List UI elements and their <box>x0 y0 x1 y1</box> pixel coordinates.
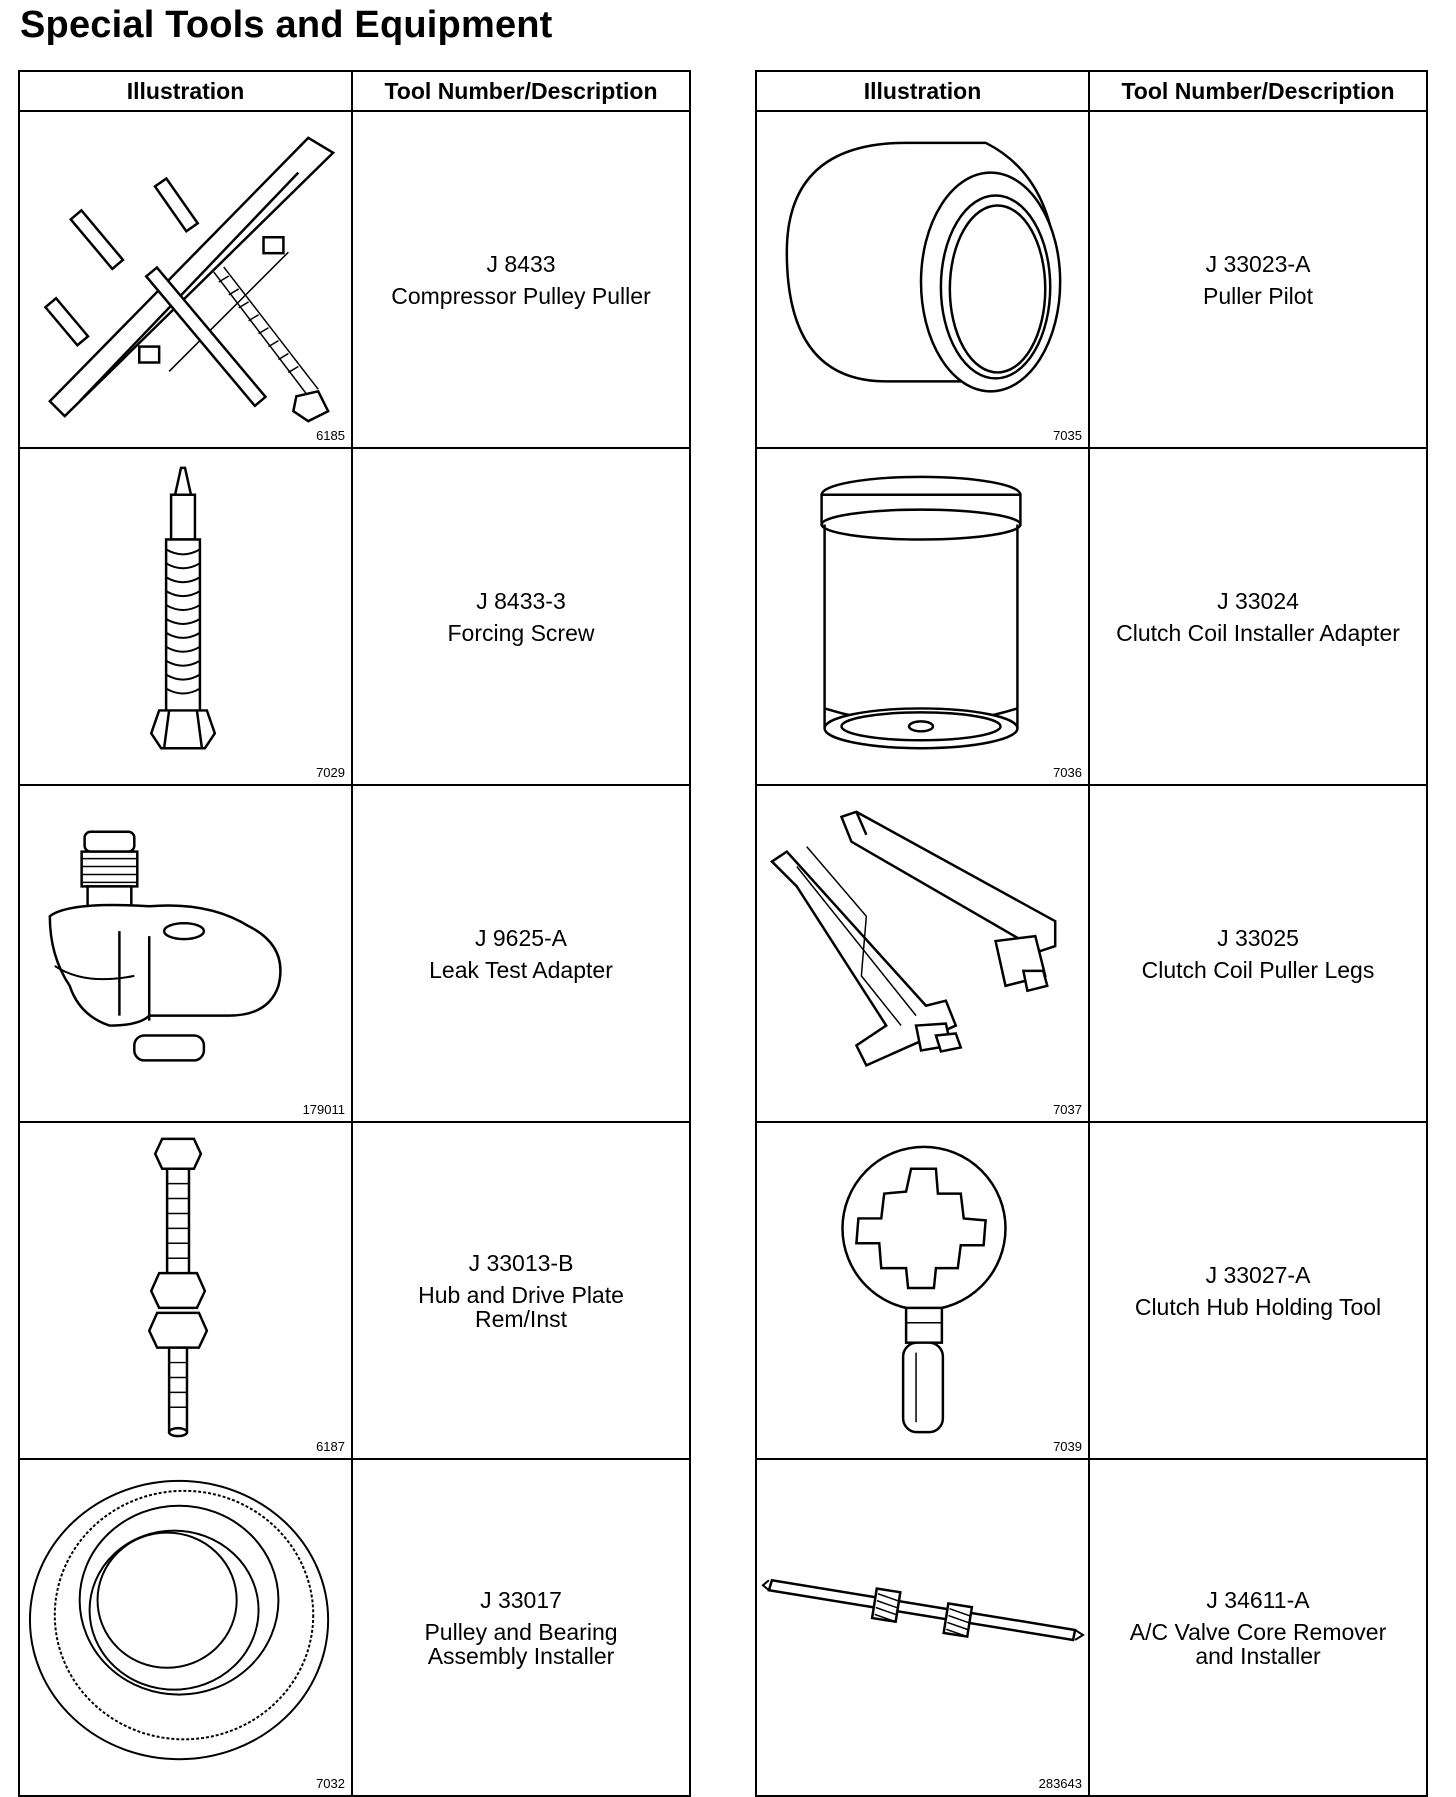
illustration-cell <box>19 1459 352 1796</box>
figure-number: 7032 <box>316 1776 345 1791</box>
illustration-cell <box>756 448 1089 785</box>
puller-pilot-icon <box>757 112 1088 447</box>
tool-description-cell <box>352 785 690 1122</box>
table-row <box>756 785 1427 1122</box>
tool-description: Clutch Hub Holding Tool <box>1134 1294 1382 1321</box>
tool-description: Clutch Coil Puller Legs <box>1141 957 1375 984</box>
tool-description-cell <box>1089 111 1427 448</box>
tool-description: Pulley and Bearing Assembly Installer <box>424 1619 618 1670</box>
table-row <box>19 448 690 785</box>
coil-puller-legs-icon <box>757 786 1088 1121</box>
illustration-cell <box>19 785 352 1122</box>
tool-description: A/C Valve Core Remover and Installer <box>1129 1619 1387 1670</box>
tool-number: J 8433-3 <box>476 588 566 615</box>
tool-number: J 34611-A <box>1206 1587 1310 1614</box>
table-row <box>19 1459 690 1796</box>
tool-description: Leak Test Adapter <box>429 957 613 984</box>
tool-description: Clutch Coil Installer Adapter <box>1116 620 1400 647</box>
table-row <box>756 448 1427 785</box>
tool-number: J 33013-B <box>468 1250 574 1277</box>
figure-number: 7035 <box>1053 428 1082 443</box>
tool-description-cell <box>352 1122 690 1459</box>
tool-description-cell <box>1089 1459 1427 1796</box>
tool-description-cell <box>352 1459 690 1796</box>
valve-core-remover-icon <box>757 1460 1088 1795</box>
tool-description-cell <box>1089 785 1427 1122</box>
tool-number: J 8433 <box>486 251 556 278</box>
tools-table-left <box>18 70 691 1797</box>
figure-number: 6187 <box>316 1439 345 1454</box>
illustration-cell <box>19 448 352 785</box>
pulley-puller-icon <box>20 112 351 447</box>
table-row <box>756 1122 1427 1459</box>
figure-number: 283643 <box>1038 1776 1082 1791</box>
figure-number: 7037 <box>1053 1102 1082 1117</box>
tool-description-cell <box>1089 448 1427 785</box>
tool-header: Tool Number/Description <box>1089 71 1427 111</box>
tool-number: J 33025 <box>1217 925 1299 952</box>
figure-number: 179011 <box>302 1102 345 1117</box>
coil-installer-adapter-icon <box>757 449 1088 784</box>
illustration-cell <box>756 111 1089 448</box>
page-title: Special Tools and Equipment <box>20 4 553 46</box>
hub-drive-plate-tool-icon <box>20 1123 351 1458</box>
tool-number: J 9625-A <box>474 925 568 952</box>
illustration-header: Illustration <box>756 71 1089 111</box>
tool-description: Forcing Screw <box>447 620 595 647</box>
tool-number: J 33027-A <box>1205 1262 1311 1289</box>
figure-number: 7039 <box>1053 1439 1082 1454</box>
table-row <box>19 785 690 1122</box>
tool-description-cell <box>352 448 690 785</box>
pulley-bearing-installer-icon <box>20 1460 351 1795</box>
forcing-screw-icon <box>20 449 351 784</box>
tool-description: Puller Pilot <box>1203 283 1313 310</box>
tool-description-cell <box>1089 1122 1427 1459</box>
table-row <box>19 1122 690 1459</box>
table-row <box>19 111 690 448</box>
illustration-cell <box>756 785 1089 1122</box>
tool-description: Compressor Pulley Puller <box>391 283 651 310</box>
table-row <box>756 1459 1427 1796</box>
tool-number: J 33017 <box>480 1587 562 1614</box>
illustration-cell <box>756 1459 1089 1796</box>
illustration-cell <box>756 1122 1089 1459</box>
tool-description: Hub and Drive Plate Rem/Inst <box>418 1282 624 1333</box>
illustration-header: Illustration <box>19 71 352 111</box>
tool-number: J 33023-A <box>1205 251 1311 278</box>
hub-holding-tool-icon <box>757 1123 1088 1458</box>
tool-description-cell <box>352 111 690 448</box>
figure-number: 6185 <box>316 428 345 443</box>
illustration-cell <box>19 1122 352 1459</box>
tool-number: J 33024 <box>1217 588 1299 615</box>
tools-table-right <box>755 70 1428 1797</box>
figure-number: 7036 <box>1053 765 1082 780</box>
table-row <box>756 111 1427 448</box>
figure-number: 7029 <box>316 765 345 780</box>
tool-header: Tool Number/Description <box>352 71 690 111</box>
leak-test-adapter-icon <box>20 786 351 1121</box>
illustration-cell <box>19 111 352 448</box>
